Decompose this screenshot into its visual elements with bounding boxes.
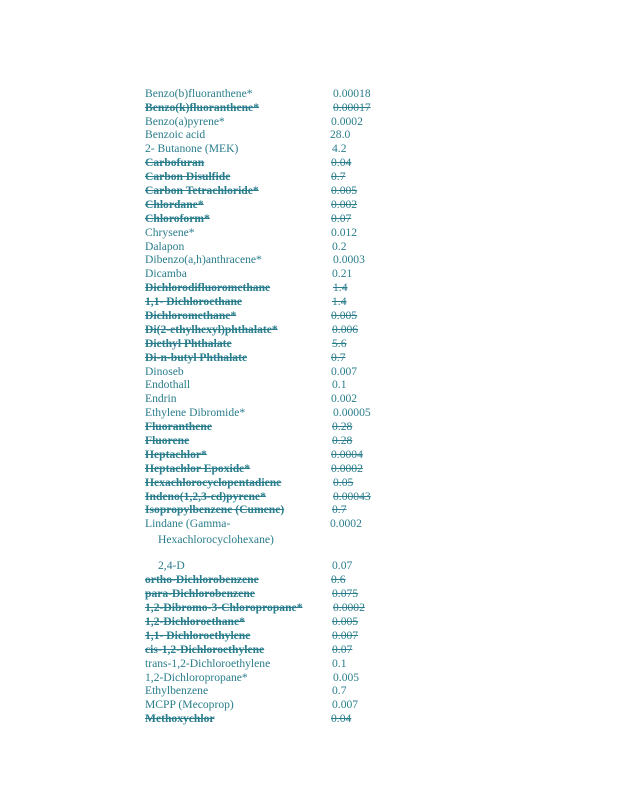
table-row bbox=[0, 295, 618, 309]
table-row bbox=[0, 128, 618, 142]
chemical-name: Lindane (Gamma- bbox=[145, 517, 231, 530]
chemical-name: Hexachlorocyclohexane) bbox=[158, 533, 274, 546]
chemical-value: 0.28 bbox=[332, 434, 353, 447]
chemical-name: Ethylbenzene bbox=[145, 684, 209, 697]
chemical-value: 0.07 bbox=[332, 643, 353, 656]
chemical-value: 4.2 bbox=[332, 142, 347, 155]
table-row bbox=[0, 101, 618, 115]
chemical-value: 0.007 bbox=[331, 365, 358, 378]
table-row bbox=[0, 587, 618, 601]
chemical-value: 0.1 bbox=[332, 657, 347, 670]
chemical-value: 0.007 bbox=[332, 698, 359, 711]
table-row bbox=[0, 629, 618, 643]
table-row bbox=[0, 573, 618, 587]
chemical-value: 0.005 bbox=[333, 671, 360, 684]
chemical-name: 1,1- Dichloroethylene bbox=[145, 629, 251, 642]
table-row bbox=[0, 448, 618, 462]
chemical-value: 0.1 bbox=[332, 378, 347, 391]
chemical-name: Fluorene bbox=[145, 434, 190, 447]
table-row bbox=[0, 170, 618, 184]
chemical-name: Di(2-ethylhexyl)phthalate* bbox=[145, 323, 278, 336]
chemical-name: Heptachlor Epoxide* bbox=[145, 462, 251, 475]
chemical-value: 5.6 bbox=[332, 337, 347, 350]
table-row bbox=[0, 365, 618, 379]
table-row bbox=[0, 309, 618, 323]
table-row bbox=[0, 476, 618, 490]
chemical-value: 0.7 bbox=[331, 351, 346, 364]
chemical-name: Di-n-butyl Phthalate bbox=[145, 351, 248, 364]
table-row bbox=[0, 684, 618, 698]
table-row bbox=[0, 643, 618, 657]
chemical-value: 0.002 bbox=[331, 198, 358, 211]
table-row bbox=[0, 184, 618, 198]
chemical-value: 0.07 bbox=[331, 212, 352, 225]
chemical-name: trans-1,2-Dichloroethylene bbox=[145, 657, 271, 670]
chemical-name: 1,1- Dichloroethane bbox=[145, 295, 243, 308]
chemical-value: 0.012 bbox=[331, 226, 358, 239]
chemical-value: 0.005 bbox=[331, 184, 358, 197]
chemical-name: Carbon Tetrachloride* bbox=[145, 184, 259, 197]
chemical-value: 0.28 bbox=[332, 420, 353, 433]
chemical-name: Benzo(a)pyrene* bbox=[145, 115, 225, 128]
chemical-name: 1,2-Dichloroethane* bbox=[145, 615, 245, 628]
table-row bbox=[0, 337, 618, 351]
table-row bbox=[0, 517, 618, 531]
chemical-name: Dinoseb bbox=[145, 365, 184, 378]
table-row bbox=[0, 406, 618, 420]
table-row bbox=[0, 671, 618, 685]
table-row bbox=[0, 156, 618, 170]
chemical-name: Dibenzo(a,h)anthracene* bbox=[145, 253, 262, 266]
table-row bbox=[0, 351, 618, 365]
table-row bbox=[0, 378, 618, 392]
chemical-name: Methoxychlor bbox=[145, 712, 215, 725]
chemical-name: Dicamba bbox=[145, 267, 187, 280]
table-row bbox=[0, 712, 618, 726]
table-row bbox=[0, 115, 618, 129]
chemical-value: 0.006 bbox=[332, 323, 359, 336]
chemical-name: Fluoranthene bbox=[145, 420, 212, 433]
chemical-name: Dalapon bbox=[145, 240, 185, 253]
chemical-name: Ethylene Dibromide* bbox=[145, 406, 246, 419]
chemical-name: Benzoic acid bbox=[145, 128, 206, 141]
chemical-value: 0.7 bbox=[332, 684, 347, 697]
chemical-value: 0.0002 bbox=[331, 115, 363, 128]
chemical-name: cis-1,2-Dichloroethylene bbox=[145, 643, 265, 656]
chemical-name: MCPP (Mecoprop) bbox=[145, 698, 234, 711]
chemical-name: Carbon Disulfide bbox=[145, 170, 231, 183]
chemical-value: 0.00017 bbox=[333, 101, 371, 114]
table-row bbox=[0, 657, 618, 671]
chemical-name: Endothall bbox=[145, 378, 191, 391]
chemical-name: Hexachlorocyclopentadiene bbox=[145, 476, 282, 489]
chemical-value: 0.005 bbox=[332, 615, 359, 628]
table-row bbox=[0, 142, 618, 156]
chemical-value: 0.04 bbox=[331, 712, 352, 725]
table-row bbox=[0, 503, 618, 517]
chemical-value: 28.0 bbox=[330, 128, 351, 141]
table-row bbox=[0, 490, 618, 504]
chemical-value: 0.075 bbox=[332, 587, 359, 600]
chemical-name: Dichloromethane* bbox=[145, 309, 237, 322]
table-row bbox=[0, 559, 618, 573]
chemical-name: 2- Butanone (MEK) bbox=[145, 142, 239, 155]
table-row bbox=[0, 615, 618, 629]
chemical-value: 0.00005 bbox=[333, 406, 371, 419]
chemical-value: 0.6 bbox=[331, 573, 346, 586]
chemical-value: 1.4 bbox=[333, 281, 348, 294]
table-row bbox=[0, 323, 618, 337]
chemical-name: Benzo(b)fluoranthene* bbox=[145, 87, 253, 100]
chemical-value: 0.05 bbox=[333, 476, 354, 489]
table-row bbox=[0, 698, 618, 712]
table-row bbox=[0, 253, 618, 267]
chemical-name: Heptachlor* bbox=[145, 448, 207, 461]
chemical-value: 0.7 bbox=[331, 170, 346, 183]
chemical-value: 0.0002 bbox=[331, 462, 363, 475]
chemical-value: 0.005 bbox=[331, 309, 358, 322]
chemical-value: 0.0004 bbox=[331, 448, 363, 461]
chemical-value: 0.0002 bbox=[330, 517, 362, 530]
chemical-name: 1,2-Dichloropropane* bbox=[145, 671, 248, 684]
chemical-value: 0.0003 bbox=[333, 253, 365, 266]
table-row bbox=[0, 281, 618, 295]
table-row bbox=[0, 533, 618, 547]
chemical-name: Isopropylbenzene (Cumene) bbox=[145, 503, 285, 516]
chemical-value: 0.002 bbox=[331, 392, 358, 405]
chemical-name: ortho-Dichlorobenzene bbox=[145, 573, 259, 586]
chemical-name: para-Dichlorobenzene bbox=[145, 587, 255, 600]
chemical-name: 2,4-D bbox=[158, 559, 185, 572]
chemical-value: 0.00043 bbox=[333, 490, 371, 503]
table-row bbox=[0, 434, 618, 448]
chemical-name: Diethyl Phthalate bbox=[145, 337, 232, 350]
chemical-name: Chlordane* bbox=[145, 198, 204, 211]
chemical-value: 0.00018 bbox=[333, 87, 371, 100]
chemical-name: 1,2-Dibromo-3-Chloropropane* bbox=[145, 601, 303, 614]
chemical-value: 1.4 bbox=[332, 295, 347, 308]
chemical-value: 0.2 bbox=[332, 240, 347, 253]
chemical-name: Chloroform* bbox=[145, 212, 210, 225]
table-row bbox=[0, 267, 618, 281]
chemical-value: 0.21 bbox=[332, 267, 353, 280]
chemical-value: 0.7 bbox=[332, 503, 347, 516]
chemical-value: 0.07 bbox=[332, 559, 353, 572]
chemical-name: Chrysene* bbox=[145, 226, 195, 239]
table-row bbox=[0, 240, 618, 254]
table-row bbox=[0, 462, 618, 476]
table-row bbox=[0, 392, 618, 406]
chemical-name: Indeno(1,2,3-cd)pyrene* bbox=[145, 490, 266, 503]
chemical-value: 0.0002 bbox=[333, 601, 365, 614]
table-row bbox=[0, 420, 618, 434]
table-row bbox=[0, 198, 618, 212]
chemical-value: 0.007 bbox=[332, 629, 359, 642]
chemical-name: Carbofuran bbox=[145, 156, 205, 169]
chemical-name: Dichlorodifluoromethane bbox=[145, 281, 271, 294]
table-row bbox=[0, 212, 618, 226]
table-row bbox=[0, 226, 618, 240]
table-row bbox=[0, 87, 618, 101]
chemical-value: 0.04 bbox=[331, 156, 352, 169]
chemical-name: Benzo(k)fluoranthene* bbox=[145, 101, 260, 114]
table-row bbox=[0, 601, 618, 615]
chemical-name: Endrin bbox=[145, 392, 177, 405]
